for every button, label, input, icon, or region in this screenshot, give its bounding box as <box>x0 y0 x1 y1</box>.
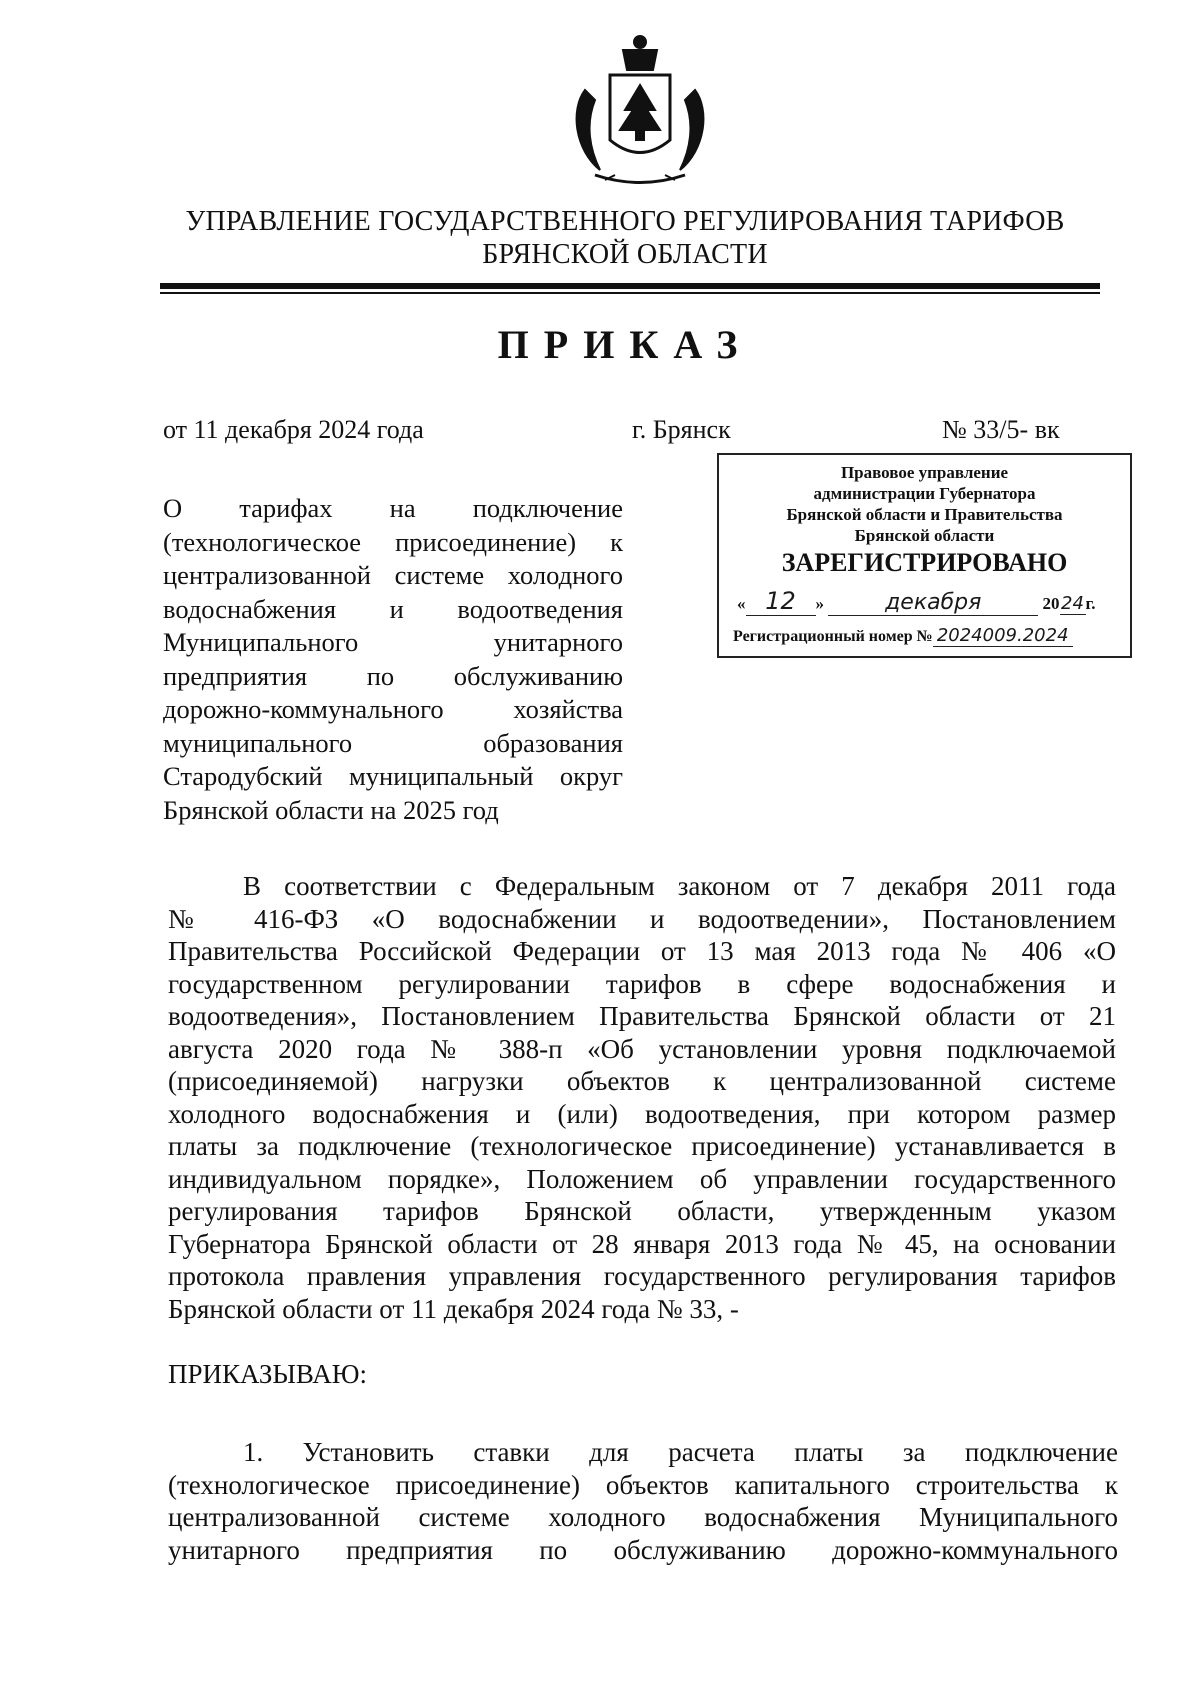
paragraph-line: Правительства Российской Федерации от 13 мая 2013 года № 406 «О <box>168 936 1116 966</box>
stamp-line: администрации Губернатора <box>813 484 1036 503</box>
stamp-reg-number: 2024009.2024 <box>933 625 1073 647</box>
clause-line: централизованной системе холодного водоснабжения Муниципального <box>168 1502 1118 1532</box>
paragraph-line: государственном регулировании тарифов в сфере водоснабжения и <box>168 968 1116 999</box>
organization-name-line2: БРЯНСКОЙ ОБЛАСТИ <box>482 239 768 270</box>
paragraph-line: протокола правления управления государственного регулирования тарифов <box>168 1261 1116 1291</box>
subject-line: дорожно-коммунального хозяйства <box>163 694 623 724</box>
clause-1 <box>168 1436 1118 1566</box>
clause-line: (технологическое присоединение) объектов капитального строительства к <box>168 1469 1118 1500</box>
clause-line: 1. Установить ставки для расчета платы за подключение <box>243 1437 1118 1467</box>
subject-line: (технологическое присоединение) к <box>163 526 623 557</box>
stamp-year-prefix: 20 <box>1042 594 1060 613</box>
header-divider-thin <box>160 292 1100 294</box>
document-title: ПРИКАЗ <box>497 322 753 367</box>
paragraph-line: регулирования тарифов Брянской области, утвержденным указом <box>168 1196 1116 1226</box>
subject-line: муниципального образования <box>163 727 623 758</box>
order-directive: ПРИКАЗЫВАЮ: <box>168 1359 367 1389</box>
paragraph-line: Губернатора Брянской области от 28 января 2013 года № 45, на основании <box>168 1228 1116 1259</box>
stamp-month: декабря <box>828 590 1038 616</box>
header-divider-thick <box>160 283 1100 289</box>
paragraph-line: (присоединяемой) нагрузки объектов к централизованной системе <box>168 1066 1116 1096</box>
organization-name-line1: УПРАВЛЕНИЕ ГОСУДАРСТВЕННОГО РЕГУЛИРОВАНИЯ ТАРИФОВ <box>185 206 1065 237</box>
paragraph-line: холодного водоснабжения и (или) водоотведения, при котором размер <box>168 1098 1116 1129</box>
stamp-year-unit: г. <box>1085 594 1096 613</box>
stamp-line: Правовое управление <box>840 463 1009 482</box>
stamp-reg-label: Регистрационный номер № <box>733 628 933 645</box>
subject-line: централизованной системе холодного <box>163 560 623 590</box>
stamp-quote: » <box>815 594 824 613</box>
subject-line: Брянской области на 2025 год <box>163 794 499 825</box>
coat-of-arms-emblem <box>565 30 715 190</box>
subject-line: Стародубский муниципальный округ <box>163 761 623 791</box>
paragraph-line: водоотведения», Постановлением Правительства Брянской области от 21 <box>168 1001 1116 1031</box>
subject-line: О тарифах на подключение <box>163 493 623 523</box>
stamp-status: ЗАРЕГИСТРИРОВАНО <box>781 548 1068 577</box>
subject-line: Муниципального унитарного <box>163 627 623 657</box>
subject-line: предприятия по обслуживанию <box>163 660 623 691</box>
stamp-line: Брянской области <box>854 526 995 545</box>
order-number: № 33/5- вк <box>942 415 1060 444</box>
stamp-date <box>737 587 1122 617</box>
paragraph-line: платы за подключение (технологическое присоединение) устанавливается в <box>168 1131 1116 1161</box>
stamp-line: Брянской области и Правительства <box>786 505 1063 524</box>
paragraph-line: августа 2020 года № 388-п «Об установлении уровня подключаемой <box>168 1033 1116 1064</box>
stamp-quote: « <box>737 594 746 613</box>
order-city: г. Брянск <box>632 415 731 444</box>
stamp-day: 12 <box>746 587 816 616</box>
order-date: от 11 декабря 2024 года <box>163 415 424 444</box>
registration-stamp <box>717 453 1132 658</box>
paragraph-line: Брянской области от 11 декабря 2024 года № 33, - <box>168 1293 739 1324</box>
preamble-paragraph <box>168 870 1116 1325</box>
clause-line: унитарного предприятия по обслуживанию дорожно-коммунального <box>168 1534 1118 1565</box>
paragraph-line: индивидуальном порядке», Положением об управлении государственного <box>168 1163 1116 1194</box>
stamp-registration <box>733 625 1073 647</box>
subject-line: водоснабжения и водоотведения <box>163 593 623 624</box>
order-subject <box>163 492 623 827</box>
paragraph-line: № 416-ФЗ «О водоснабжении и водоотведении», Постановлением <box>168 903 1116 934</box>
stamp-year-suffix: 24 <box>1061 593 1084 614</box>
paragraph-line: В соответствии с Федеральным законом от 7 декабря 2011 года <box>243 871 1116 901</box>
